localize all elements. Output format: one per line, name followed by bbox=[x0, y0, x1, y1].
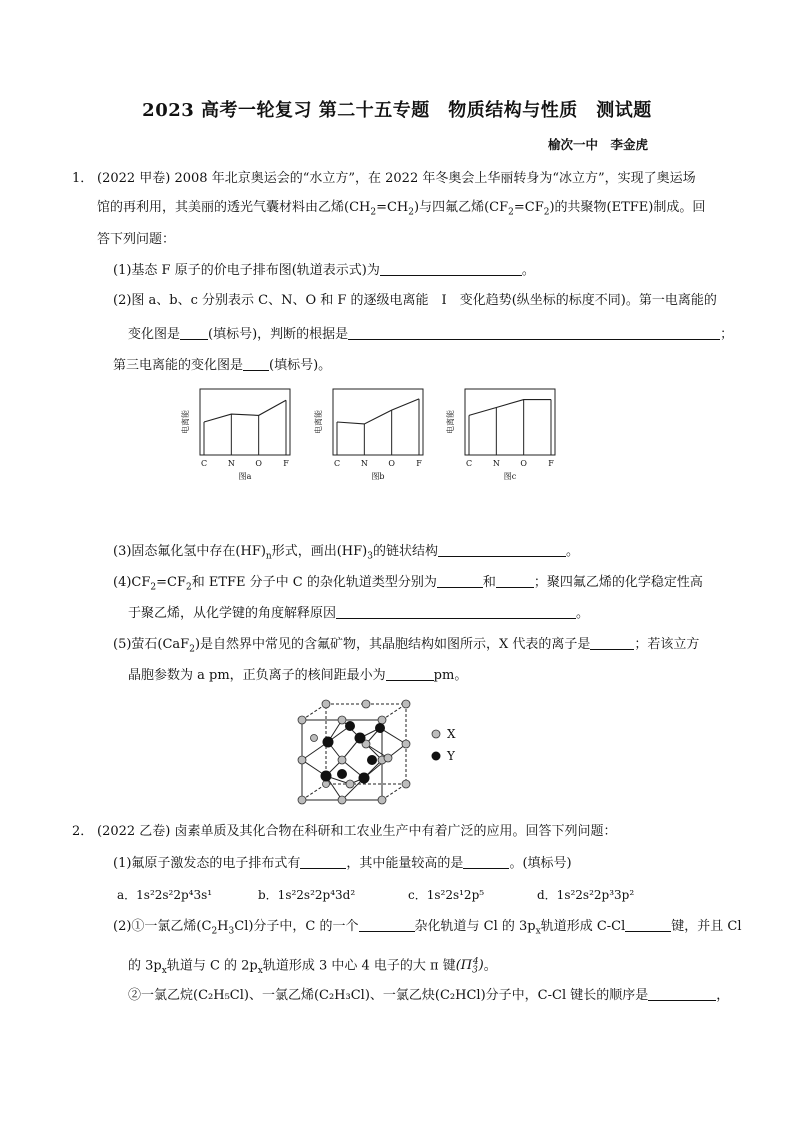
q1-part5-text-1: (5)萤石(CaF$_2$)是自然界中常见的含氟矿物，其晶胞结构如图所示，X 代表的离子是 ；若该立方 bbox=[113, 637, 700, 655]
q2-part2-text-1: (2)①一氯乙烯$(C_2H_3Cl)$分子中，C 的一个 杂化轨道与 Cl 的 $3p_x$轨道形成 C-Cl 键，并且 Cl bbox=[113, 919, 742, 937]
q1-part3-blank[interactable] bbox=[438, 543, 566, 557]
chart-tick-label: F bbox=[548, 459, 554, 468]
q2-part2-text-2: 的 $3p_x$轨道与 C 的 $2p_x$轨道形成 3 中心 4 电子的大 π 键$(\Pi_3^4)$。 bbox=[128, 957, 497, 976]
chart-frame bbox=[465, 389, 555, 455]
q1-part2-text-3: 第三电离能的变化图是 (填标号)。 bbox=[113, 358, 332, 373]
q1-part4-blank-1[interactable] bbox=[437, 574, 483, 588]
legend-y-label: Y bbox=[447, 749, 455, 763]
chart-tick-label: O bbox=[255, 459, 262, 468]
ionization-chart-a bbox=[180, 385, 300, 485]
q2-part1-blank-1[interactable] bbox=[300, 855, 346, 869]
chart-caption: 图b bbox=[371, 472, 385, 481]
pi-bond-symbol: $(\Pi_3^4)$ bbox=[455, 957, 484, 976]
q2-part2-blank-3[interactable] bbox=[648, 987, 716, 1001]
fluorite-unit-cell-diagram bbox=[292, 698, 472, 810]
q1-part2-blank-2[interactable] bbox=[348, 326, 720, 340]
q1-part5-blank-1[interactable] bbox=[590, 636, 634, 650]
q2-option-d[interactable]: d．1s²2s²2p³3p² bbox=[537, 888, 635, 902]
q1-intro-text-2: 馆的再利用，其美丽的透光气囊材料由乙烯$(CH_2=CH_2)$与四氟乙烯$(CF_2=CF_2)$的共聚物(ETFE)制成。回 bbox=[97, 200, 706, 218]
q1-part4-text-2: 于聚乙烯，从化学键的角度解释原因 。 bbox=[128, 606, 590, 621]
chart-tick-label: N bbox=[227, 459, 235, 468]
legend-x-marker bbox=[432, 730, 440, 738]
chart-caption: 图a bbox=[238, 472, 252, 481]
q2-option-a[interactable]: a．1s²2s²2p⁴3s¹ bbox=[117, 888, 213, 902]
q2-intro-text: (2022 乙卷) 卤素单质及其化合物在科研和工农业生产中有着广泛的应用。回答下列问题： bbox=[97, 824, 617, 839]
q2-part1-text: (1)氟原子激发态的电子排布式有 ，其中能量较高的是 。(填标号) bbox=[113, 856, 572, 871]
q1-part2-text-1: (2)图 a、b、c 分别表示 C、N、O 和 F 的逐级电离能 I 变化趋势(纵坐标的标度不同)。第一电离能的 bbox=[113, 293, 717, 308]
q2-number: 2． bbox=[72, 824, 94, 839]
q1-part4-blank-2[interactable] bbox=[496, 574, 534, 588]
chart-tick-label: N bbox=[360, 459, 368, 468]
q1-part4-blank-3[interactable] bbox=[336, 605, 576, 619]
q2-part2-blank-2[interactable] bbox=[625, 918, 671, 932]
chart-ylabel: 电离能 bbox=[181, 410, 190, 434]
chart-tick-label: C bbox=[333, 459, 341, 468]
q1-part5-blank-2[interactable] bbox=[386, 667, 434, 681]
q1-part1-text: (1)基态 F 原子的价电子排布图(轨道表示式)为 。 bbox=[113, 263, 535, 278]
q1-part4-text-1: $(4)CF_2=CF_2$和 ETFE 分子中 C 的杂化轨道类型分别为 和 ；聚四氟乙烯的化学稳定性高 bbox=[113, 575, 703, 593]
q1-intro-text-3: 答下列问题： bbox=[97, 232, 176, 247]
chart-tick-label: N bbox=[492, 459, 500, 468]
chart-tick-label: C bbox=[200, 459, 208, 468]
q1-part5-text-2: 晶胞参数为 a pm，正负离子的核间距最小为 pm。 bbox=[128, 668, 468, 683]
q1-number: 1． bbox=[72, 171, 94, 186]
ionization-chart-b bbox=[313, 385, 433, 485]
chart-tick-label: F bbox=[416, 459, 422, 468]
chart-series-line bbox=[337, 399, 419, 424]
chart-frame bbox=[200, 389, 290, 455]
legend-x-label: X bbox=[447, 727, 456, 741]
chart-tick-label: C bbox=[465, 459, 473, 468]
chart-series-line bbox=[204, 400, 286, 422]
q1-part2-blank-3[interactable] bbox=[243, 357, 269, 371]
q2-part2-text-3: ②一氯乙烷(C₂H₅Cl)、一氯乙烯(C₂H₃Cl)、一氯乙炔(C₂HCl)分子中，C-Cl 键长的顺序是 ， bbox=[128, 988, 730, 1003]
q2-option-c[interactable]: c．1s²2s¹2p⁵ bbox=[408, 888, 485, 902]
q2-option-b[interactable]: b．1s²2s²2p⁴3d² bbox=[258, 888, 356, 902]
chart-ylabel: 电离能 bbox=[314, 410, 323, 434]
chart-caption: 图c bbox=[503, 472, 517, 481]
ionization-chart-c bbox=[445, 385, 565, 485]
q1-part2-blank-1[interactable] bbox=[180, 326, 208, 340]
legend-y-marker bbox=[432, 752, 441, 761]
chart-tick-label: O bbox=[520, 459, 527, 468]
author: 榆次一中 李金虎 bbox=[547, 137, 648, 152]
q2-part2-blank-1[interactable] bbox=[359, 918, 415, 932]
chart-ylabel: 电离能 bbox=[446, 410, 455, 434]
chart-frame bbox=[333, 389, 423, 455]
q1-part2-text-2: 变化图是 (填标号)，判断的根据是 ； bbox=[128, 327, 734, 342]
page-title: 2023 高考一轮复习 第二十五专题 物质结构与性质 测试题 bbox=[142, 100, 652, 121]
q1-part3-text: (3)固态氟化氢中存在$(HF)_n$形式，画出$(HF)_3$的链状结构 。 bbox=[113, 544, 579, 562]
chart-tick-label: O bbox=[388, 459, 395, 468]
chart-series-line bbox=[469, 400, 551, 416]
q1-part1-blank[interactable] bbox=[380, 262, 522, 276]
q2-part1-blank-2[interactable] bbox=[463, 855, 509, 869]
q1-intro-text-1: (2022 甲卷) 2008 年北京奥运会的“水立方”，在 2022 年冬奥会上华丽转身为“冰立方”，实现了奥运场 bbox=[97, 171, 696, 186]
chart-tick-label: F bbox=[283, 459, 289, 468]
